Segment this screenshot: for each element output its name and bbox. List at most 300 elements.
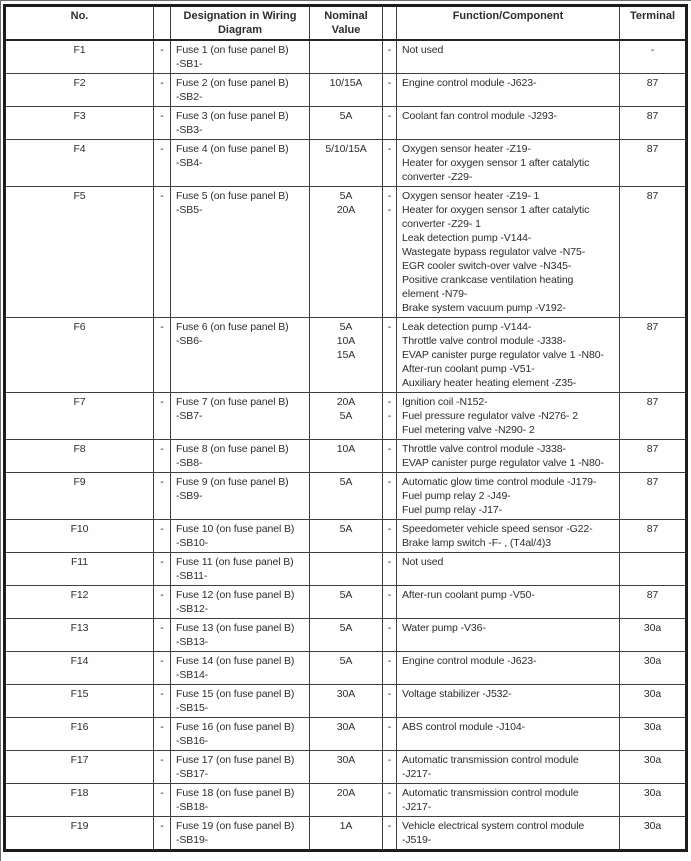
table-row-f3 [6,107,685,140]
table-body [6,41,685,849]
cell-line: 30a [643,655,662,667]
cell-line: 10A [336,335,356,347]
table-row-f17 [6,751,685,784]
cell-line: 87 [646,110,659,122]
cell-line: 87 [646,396,659,408]
cell-line: After-run coolant pump -V50- [402,589,535,601]
dash-cell [154,784,171,816]
function-dash-cell [383,751,397,783]
cell-line: Throttle valve control module -J338- [402,443,566,455]
nominal-value-cell [310,751,383,783]
cell-line: Fuse 12 (on fuse panel B) [176,589,295,601]
cell-line: 15A [336,349,356,361]
nominal-value-cell [310,107,383,139]
cell-line: Auxiliary heater heating element -Z35- [402,377,577,389]
designation-cell [171,784,310,816]
terminal-cell [620,619,685,651]
nominal-value-cell [310,393,383,439]
function-dash-cell [383,440,397,472]
page-top-edge-line [0,0,691,1]
cell-line: 5A [339,190,353,202]
cell-line: Fuse 5 (on fuse panel B) [176,190,289,202]
function-dash-cell [383,140,397,186]
cell-line: Oxygen sensor heater -Z19- 1 [402,190,540,202]
function-cell [397,652,620,684]
cell-line [383,273,396,287]
designation-cell [171,187,310,317]
function-dash-cell [383,553,397,585]
cell-line: -J217- [402,768,432,780]
designation-cell [171,393,310,439]
cell-line: -SB11- [176,570,208,582]
cell-line: Fuel metering valve -N290- 2 [402,424,535,436]
fuse-no-cell [6,718,154,750]
cell-line: - [387,754,392,766]
terminal-cell [620,41,685,73]
cell-line: Fuse 18 (on fuse panel B) [176,787,295,799]
cell-line: 30a [643,688,662,700]
function-cell [397,784,620,816]
cell-line: 1A [339,820,353,832]
dash-cell [154,74,171,106]
cell-line: Brake lamp switch -F- , (T4al/4)3 [402,537,551,549]
cell-line: converter -Z29- [402,171,473,183]
table-row-f6 [6,318,685,393]
terminal-cell [620,187,685,317]
nominal-value-cell [310,718,383,750]
designation-cell [171,619,310,651]
nominal-value-cell [310,553,383,585]
function-cell [397,685,620,717]
cell-line: -SB17- [176,768,209,780]
cell-line: -SB7- [176,410,203,422]
function-dash-cell [383,107,397,139]
fuse-table [3,4,688,852]
cell-line: 10A [336,443,356,455]
cell-line: - [387,77,392,89]
dash-cell [154,718,171,750]
function-cell [397,553,620,585]
cell-line: - [387,622,392,634]
table-row-f19 [6,817,685,849]
dash-cell [154,751,171,783]
cell-line: -J217- [402,801,432,813]
header-nominal: Nominal Value [310,7,383,39]
header-spacer-1 [154,7,171,39]
cell-line: Fuse 15 (on fuse panel B) [176,688,295,700]
header-designation: Designation in Wiring Diagram [171,7,310,39]
table-row-f1 [6,41,685,74]
cell-line: Fuse 10 (on fuse panel B) [176,523,295,535]
cell-line [383,287,396,301]
terminal-cell [620,685,685,717]
table-row-f16 [6,718,685,751]
cell-line: 30a [643,622,662,634]
designation-cell [171,553,310,585]
terminal-cell [620,473,685,519]
dash-cell [154,318,171,392]
cell-line: - [387,688,392,700]
cell-line: - [387,110,392,122]
cell-line: -SB2- [176,91,203,103]
function-cell [397,586,620,618]
designation-cell [171,685,310,717]
terminal-cell [620,520,685,552]
cell-line [383,503,396,517]
function-dash-cell [383,652,397,684]
cell-line: Fuse 13 (on fuse panel B) [176,622,295,634]
cell-line: 5A [339,655,353,667]
cell-line: -SB1- [176,58,203,70]
cell-line: - [387,476,392,488]
function-cell [397,393,620,439]
table-row-f12 [6,586,685,619]
cell-line: 87 [646,77,659,89]
cell-line: 5A [339,321,353,333]
header-terminal: Terminal [629,10,676,22]
cell-line [383,231,396,245]
fuse-no-cell [6,751,154,783]
designation-cell [171,751,310,783]
cell-line: - [160,523,164,535]
cell-line: - [160,556,164,568]
cell-line: EGR cooler switch-over valve -N345- [402,260,572,272]
cell-line: F4 [73,143,86,155]
function-cell [397,619,620,651]
cell-line: - [160,688,164,700]
fuse-no-cell [6,652,154,684]
function-cell [397,520,620,552]
dash-cell [154,652,171,684]
cell-line [383,767,396,781]
cell-line: F5 [73,190,86,202]
cell-line: - [387,787,392,799]
cell-line: F16 [70,721,89,733]
cell-line: Speedometer vehicle speed sensor -G22- [402,523,593,535]
cell-line: 5A [339,410,353,422]
cell-line: Fuse 11 (on fuse panel B) [176,556,294,568]
header-spacer-2 [383,7,397,39]
function-cell [397,473,620,519]
cell-line: 5A [339,476,353,488]
cell-line: - [387,721,392,733]
nominal-value-cell [310,140,383,186]
cell-line: Voltage stabilizer -J532- [402,688,512,700]
function-dash-cell [383,685,397,717]
cell-line: - [387,556,392,568]
cell-line: - [160,321,164,333]
fuse-no-cell [6,817,154,849]
cell-line: F8 [73,443,86,455]
cell-line: - [387,410,392,422]
cell-line: Brake system vacuum pump -V192- [402,302,566,314]
cell-line: F10 [70,523,89,535]
cell-line: Heater for oxygen sensor 1 after catalytic [402,157,590,169]
cell-line: F12 [70,589,89,601]
designation-cell [171,318,310,392]
cell-line: Fuse 3 (on fuse panel B) [176,110,289,122]
cell-line: Oxygen sensor heater -Z19- [402,143,531,155]
cell-line: Engine control module -J623- [402,655,537,667]
cell-line [383,833,396,847]
cell-line: F7 [73,396,86,408]
cell-line: 5A [339,523,353,535]
cell-line: F15 [70,688,89,700]
cell-line: - [160,143,164,155]
designation-cell [171,440,310,472]
cell-line: -SB9- [176,490,203,502]
nominal-value-cell [310,318,383,392]
cell-line [383,334,396,348]
function-dash-cell [383,473,397,519]
cell-line: - [160,476,164,488]
terminal-cell [620,553,685,585]
cell-line: Wastegate bypass regulator valve -N75- [402,246,586,258]
nominal-value-cell [310,817,383,849]
cell-line [383,245,396,259]
cell-line: Fuse 16 (on fuse panel B) [176,721,295,733]
nominal-value-cell [310,784,383,816]
cell-line: 5A [339,110,353,122]
cell-line: F19 [70,820,89,832]
cell-line: - [160,787,164,799]
terminal-cell [620,718,685,750]
terminal-cell [620,652,685,684]
function-cell [397,41,620,73]
cell-line: F2 [73,77,86,89]
cell-line: 30A [336,721,356,733]
cell-line: Water pump -V36- [402,622,486,634]
function-dash-cell [383,586,397,618]
dash-cell [154,140,171,186]
cell-line: 87 [646,476,659,488]
designation-cell [171,586,310,618]
header-no: No. [6,7,154,39]
cell-line: Fuse 1 (on fuse panel B) [176,44,289,56]
nominal-value-cell [310,187,383,317]
fuse-no-cell [6,74,154,106]
function-dash-cell [383,520,397,552]
cell-line: Leak detection pump -V144- [402,321,532,333]
fuse-no-cell [6,784,154,816]
cell-line: 87 [646,321,659,333]
cell-line: Fuse 6 (on fuse panel B) [176,321,289,333]
designation-cell [171,652,310,684]
cell-line: Fuse 4 (on fuse panel B) [176,143,289,155]
cell-line: F1 [73,44,86,56]
cell-line: -SB8- [176,457,203,469]
function-cell [397,140,620,186]
terminal-cell [620,784,685,816]
cell-line: 87 [646,523,659,535]
cell-line: - [387,443,392,455]
cell-line: - [387,44,392,56]
function-dash-cell [383,41,397,73]
dash-cell [154,187,171,317]
cell-line: -SB12- [176,603,209,615]
cell-line: - [160,589,164,601]
cell-line [383,301,396,315]
cell-line: Positive crankcase ventilation heating [402,274,574,286]
fuse-no-cell [6,520,154,552]
cell-line: - [160,443,164,455]
fuse-no-cell [6,586,154,618]
dash-cell [154,393,171,439]
cell-line [620,555,685,569]
cell-line: - [160,820,164,832]
nominal-value-cell [310,74,383,106]
nominal-value-cell [310,473,383,519]
table-row-f11 [6,553,685,586]
terminal-cell [620,74,685,106]
terminal-cell [620,817,685,849]
cell-line: - [160,721,164,733]
cell-line: 20A [336,396,356,408]
cell-line: - [387,190,392,202]
cell-line: F3 [73,110,86,122]
cell-line: -SB16- [176,735,209,747]
cell-line: 30A [336,754,356,766]
terminal-cell [620,140,685,186]
function-dash-cell [383,784,397,816]
cell-line: F17 [70,754,89,766]
cell-line: F13 [70,622,89,634]
cell-line: 5A [339,622,353,634]
cell-line: Automatic glow time control module -J179- [402,476,597,488]
function-dash-cell [383,74,397,106]
cell-line: Leak detection pump -V144- [402,232,532,244]
cell-line: -SB14- [176,669,209,681]
cell-line: - [160,655,164,667]
nominal-value-cell [310,652,383,684]
cell-line: 10/15A [329,77,363,89]
table-row-f18 [6,784,685,817]
dash-cell [154,473,171,519]
nominal-value-cell [310,586,383,618]
designation-cell [171,473,310,519]
cell-line: Throttle valve control module -J338- [402,335,566,347]
designation-cell [171,718,310,750]
dash-cell [154,586,171,618]
cell-line: -SB3- [176,124,203,136]
cell-line: 30a [643,787,662,799]
cell-line: EVAP canister purge regulator valve 1 -N80- [402,349,604,361]
nominal-value-cell [310,619,383,651]
cell-line: - [387,523,392,535]
table-row-f13 [6,619,685,652]
cell-line: element -N79- [402,288,468,300]
designation-cell [171,520,310,552]
page-left-edge-line [0,0,1,861]
cell-line: -SB13- [176,636,209,648]
cell-line: - [387,655,392,667]
dash-cell [154,520,171,552]
cell-line: EVAP canister purge regulator valve 1 -N80- [402,457,604,469]
cell-line: 87 [646,589,659,601]
function-cell [397,187,620,317]
table-row-f14 [6,652,685,685]
dash-cell [154,41,171,73]
cell-line: -J519- [402,834,432,846]
designation-cell [171,140,310,186]
cell-line: converter -Z29- 1 [402,218,481,230]
cell-line: Fuse 14 (on fuse panel B) [176,655,295,667]
cell-line: - [387,204,392,216]
cell-line: Fuse 17 (on fuse panel B) [176,754,295,766]
cell-line: - [160,110,164,122]
dash-cell [154,619,171,651]
cell-line: 30A [336,688,356,700]
cell-line: Vehicle electrical system control module [402,820,585,832]
function-cell [397,318,620,392]
cell-line: 5A [339,589,353,601]
function-dash-cell [383,619,397,651]
cell-line: Automatic transmission control module [402,787,579,799]
cell-line: - [650,44,655,56]
table-row-f10 [6,520,685,553]
cell-line: F9 [73,476,86,488]
cell-line [383,217,396,231]
function-dash-cell [383,393,397,439]
cell-line: -SB4- [176,157,203,169]
cell-line: F14 [70,655,89,667]
nominal-value-cell [310,440,383,472]
cell-line: -SB18- [176,801,209,813]
fuse-no-cell [6,41,154,73]
designation-cell [171,107,310,139]
cell-line: ABS control module -J104- [402,721,525,733]
cell-line: - [387,820,392,832]
cell-line: 30a [643,721,662,733]
designation-cell [171,74,310,106]
function-cell [397,751,620,783]
function-cell [397,440,620,472]
cell-line: 87 [646,443,659,455]
cell-line: - [160,190,164,202]
table-row-f5 [6,187,685,318]
nominal-value-cell [310,41,383,73]
dash-cell [154,685,171,717]
cell-line: - [160,754,164,766]
cell-line: Fuse 2 (on fuse panel B) [176,77,289,89]
cell-line: 30a [643,754,662,766]
terminal-cell [620,586,685,618]
cell-line [383,348,396,362]
function-cell [397,817,620,849]
cell-line: - [387,589,392,601]
cell-line: -SB10- [176,537,209,549]
dash-cell [154,440,171,472]
cell-line [383,376,396,390]
fuse-no-cell [6,553,154,585]
cell-line: Not used [402,556,444,568]
cell-line [383,362,396,376]
cell-line [383,456,396,470]
cell-line: Coolant fan control module -J293- [402,110,557,122]
cell-line: - [387,396,392,408]
fuse-no-cell [6,440,154,472]
terminal-cell [620,440,685,472]
cell-line: - [160,44,164,56]
cell-line: - [160,622,164,634]
dash-cell [154,107,171,139]
function-cell [397,107,620,139]
cell-line: - [387,143,392,155]
terminal-cell [620,751,685,783]
cell-line [383,536,396,550]
function-cell [397,74,620,106]
dash-cell [154,817,171,849]
